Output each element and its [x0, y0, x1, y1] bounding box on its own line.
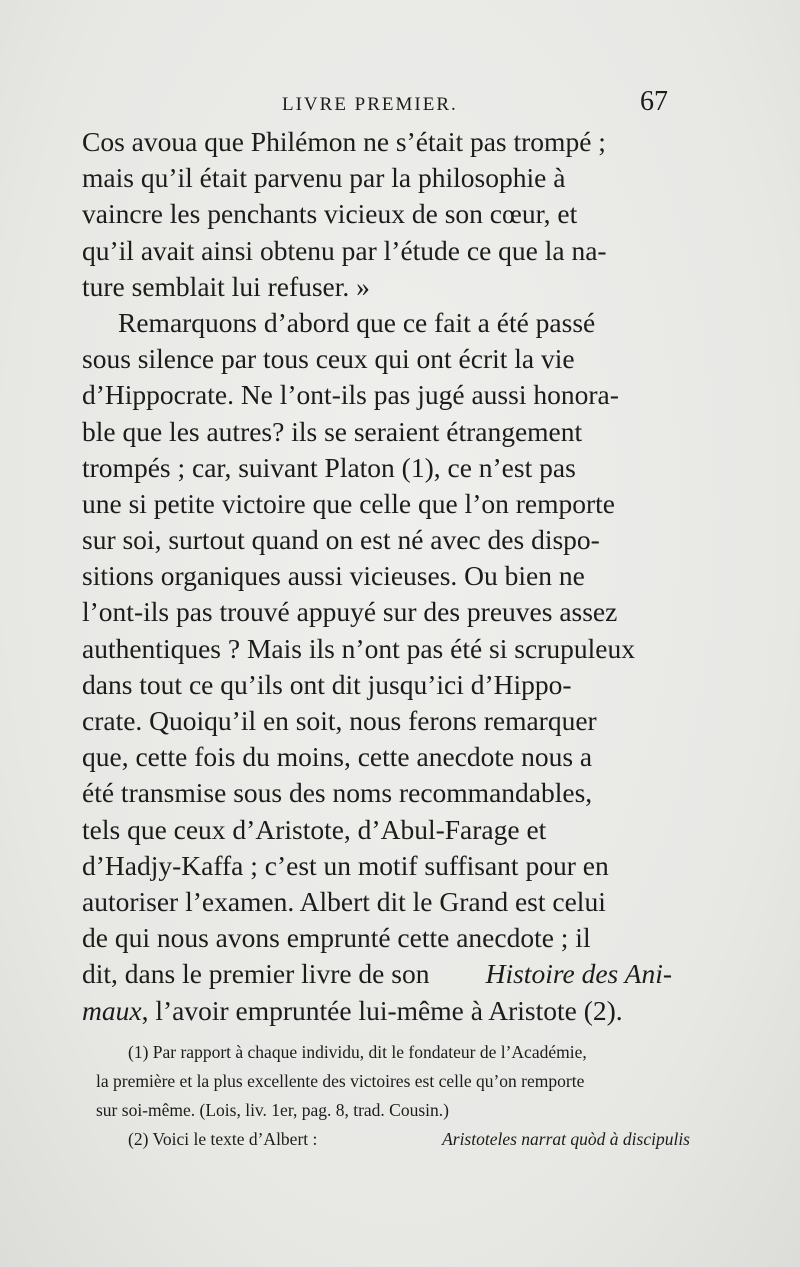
text-line: crate. Quoiqu’il en soit, nous ferons remarquer: [82, 705, 597, 736]
text-line: qu’il avait ainsi obtenu par l’étude ce que la na-: [82, 234, 607, 266]
text-line: autoriser l’examen. Albert dit le Grand est celui: [82, 885, 606, 917]
footnotes: [96, 1038, 690, 1154]
text-line: sous silence par tous ceux qui ont écrit la vie: [82, 343, 575, 375]
text-line: vaincre les penchants vicieux de son cœur, et: [82, 198, 578, 230]
running-head: LIVRE PREMIER.: [282, 94, 458, 115]
body-text: [82, 124, 672, 1029]
text-line: dans tout ce qu’ils ont dit jusqu’ici d’Hippo-: [82, 668, 572, 700]
text-line: ble que les autres? ils se seraient étrangement: [82, 415, 583, 447]
text-line: trompés ; car, suivant Platon (1), ce n’est pas: [82, 451, 576, 483]
text-line: été transmise sous des noms recommandables,: [82, 777, 593, 809]
text-line: authentiques ? Mais ils n’ont pas été si scrupuleux: [82, 632, 635, 664]
text-line: sur soi, surtout quand on est né avec des dispo-: [82, 524, 600, 556]
text-line: ture semblait lui refuser. »: [82, 270, 370, 302]
text-line: une si petite victoire que celle que l’on remporte: [82, 487, 615, 519]
page-number: 67: [640, 86, 668, 117]
footnote-1: (1) Par rapport à chaque individu, dit le fondateur de l’Académie,: [128, 1042, 587, 1062]
italic-title: Histoire des Ani-: [485, 958, 672, 990]
text-line: l’ont-ils pas trouvé appuyé sur des preuves assez: [82, 596, 618, 628]
text-line: dit, dans le premier livre de son Histoire des Ani-: [82, 956, 672, 992]
text-line: maux , l’avoir empruntée lui-même à Aristote (2).: [82, 993, 672, 1029]
text-line: de qui nous avons emprunté cette anecdote ; il: [82, 922, 591, 954]
text-line: d’Hippocrate. Ne l’ont-ils pas jugé aussi honora-: [82, 379, 619, 411]
footnote-2: (2) Voici le texte d’Albert : Aristoteles narrat quòd à discipulis: [96, 1125, 690, 1154]
italic-title: maux: [82, 994, 142, 1026]
page-header: [82, 86, 672, 126]
text-line: Remarquons d’abord que ce fait a été passé: [118, 306, 596, 338]
latin-quote: Aristoteles narrat quòd à discipulis: [442, 1129, 690, 1149]
text-line: que, cette fois du moins, cette anecdote nous a: [82, 741, 593, 773]
text-line: d’Hadjy-Kaffa ; c’est un motif suffisant pour en: [82, 849, 609, 881]
text-line: sitions organiques aussi vicieuses. Ou bien ne: [82, 560, 585, 592]
footnote-1: sur soi-même. (Lois, liv. 1er, pag. 8, trad. Cousin.): [96, 1100, 449, 1120]
text-line: Cos avoua que Philémon ne s’était pas trompé ;: [82, 126, 606, 157]
footnote-1: la première et la plus excellente des victoires est celle qu’on remporte: [96, 1071, 585, 1091]
text-line: mais qu’il était parvenu par la philosophie à: [82, 162, 566, 194]
text-line: tels que ceux d’Aristote, d’Abul-Farage et: [82, 813, 547, 845]
